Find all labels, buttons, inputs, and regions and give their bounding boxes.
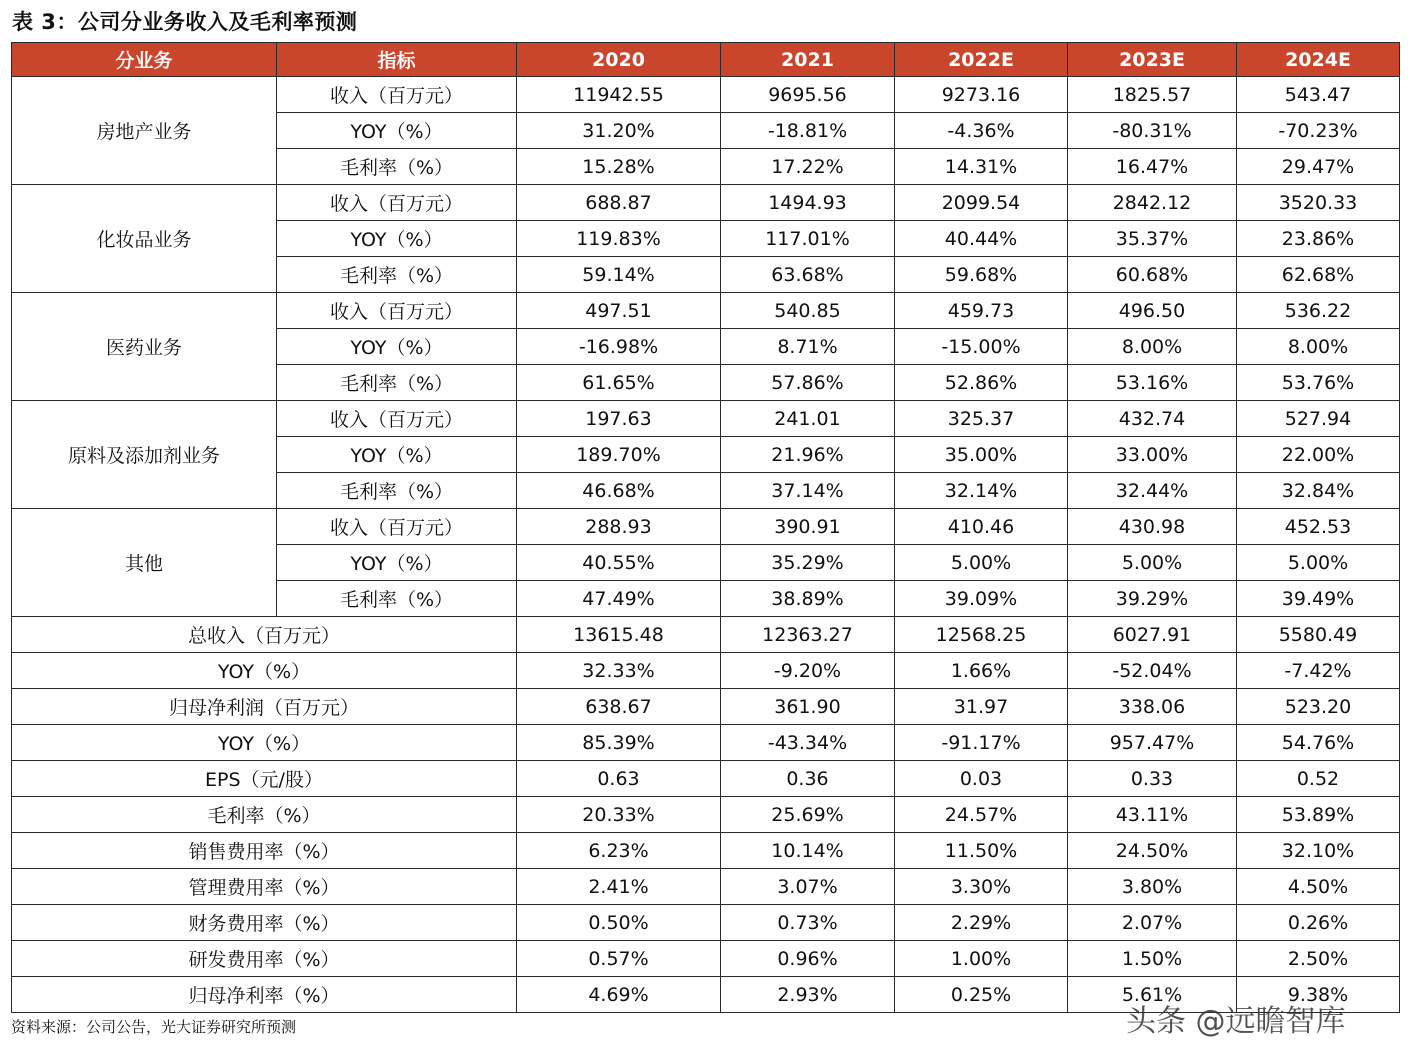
value-cell: 57.86%	[721, 365, 895, 401]
value-cell: 4.50%	[1237, 869, 1400, 905]
value-cell: 9273.16	[895, 77, 1068, 113]
value-cell: 24.57%	[895, 797, 1068, 833]
table-row	[12, 869, 1400, 905]
header-cell-2022e: 2022E	[895, 43, 1068, 77]
value-cell: 40.55%	[517, 545, 721, 581]
metric-cell: 毛利率（%）	[277, 149, 517, 185]
value-cell: -91.17%	[895, 725, 1068, 761]
value-cell: 390.91	[721, 509, 895, 545]
value-cell: 688.87	[517, 185, 721, 221]
table-row	[12, 797, 1400, 833]
table-title: 表 3：公司分业务收入及毛利率预测	[12, 10, 358, 34]
metric-cell: 收入（百万元）	[277, 509, 517, 545]
value-cell: 6.23%	[517, 833, 721, 869]
value-cell: 24.50%	[1068, 833, 1237, 869]
value-cell: 8.00%	[1237, 329, 1400, 365]
segment-name-cell: 原料及添加剂业务	[12, 401, 277, 509]
metric-cell: 收入（百万元）	[277, 401, 517, 437]
value-cell: 85.39%	[517, 725, 721, 761]
value-cell: 957.47%	[1068, 725, 1237, 761]
value-cell: 53.16%	[1068, 365, 1237, 401]
value-cell: 3520.33	[1237, 185, 1400, 221]
value-cell: 62.68%	[1237, 257, 1400, 293]
value-cell: 9.38%	[1237, 977, 1400, 1013]
value-cell: 0.96%	[721, 941, 895, 977]
table-row	[12, 941, 1400, 977]
table-row	[12, 761, 1400, 797]
metric-cell: 毛利率（%）	[277, 365, 517, 401]
value-cell: 16.47%	[1068, 149, 1237, 185]
metric-cell: 收入（百万元）	[277, 77, 517, 113]
segment-name-cell: 化妆品业务	[12, 185, 277, 293]
value-cell: 9695.56	[721, 77, 895, 113]
value-cell: 5.00%	[895, 545, 1068, 581]
value-cell: 1.50%	[1068, 941, 1237, 977]
value-cell: 0.03	[895, 761, 1068, 797]
value-cell: 13615.48	[517, 617, 721, 653]
value-cell: 3.30%	[895, 869, 1068, 905]
value-cell: 25.69%	[721, 797, 895, 833]
value-cell: 527.94	[1237, 401, 1400, 437]
value-cell: 2842.12	[1068, 185, 1237, 221]
value-cell: 119.83%	[517, 221, 721, 257]
value-cell: 33.00%	[1068, 437, 1237, 473]
summary-label-cell: 管理费用率（%）	[12, 869, 517, 905]
value-cell: 52.86%	[895, 365, 1068, 401]
value-cell: 39.09%	[895, 581, 1068, 617]
value-cell: 0.33	[1068, 761, 1237, 797]
value-cell: 39.49%	[1237, 581, 1400, 617]
value-cell: 1825.57	[1068, 77, 1237, 113]
value-cell: 20.33%	[517, 797, 721, 833]
value-cell: 0.73%	[721, 905, 895, 941]
value-cell: 32.10%	[1237, 833, 1400, 869]
metric-cell: YOY（%）	[277, 221, 517, 257]
header-cell-2024e: 2024E	[1237, 43, 1400, 77]
metric-cell: YOY（%）	[277, 545, 517, 581]
summary-label-cell: 财务费用率（%）	[12, 905, 517, 941]
value-cell: 63.68%	[721, 257, 895, 293]
value-cell: 10.14%	[721, 833, 895, 869]
value-cell: 29.47%	[1237, 149, 1400, 185]
value-cell: -18.81%	[721, 113, 895, 149]
table-row	[12, 689, 1400, 725]
metric-cell: 收入（百万元）	[277, 185, 517, 221]
header-cell-2020: 2020	[517, 43, 721, 77]
metric-cell: 收入（百万元）	[277, 293, 517, 329]
table-row	[12, 185, 1400, 221]
value-cell: 540.85	[721, 293, 895, 329]
header-row	[12, 43, 1400, 77]
value-cell: 638.67	[517, 689, 721, 725]
summary-label-cell: YOY（%）	[12, 653, 517, 689]
value-cell: 8.71%	[721, 329, 895, 365]
value-cell: 31.97	[895, 689, 1068, 725]
value-cell: 5.61%	[1068, 977, 1237, 1013]
value-cell: 15.28%	[517, 149, 721, 185]
value-cell: 35.37%	[1068, 221, 1237, 257]
value-cell: 0.26%	[1237, 905, 1400, 941]
segment-name-cell: 医药业务	[12, 293, 277, 401]
value-cell: -16.98%	[517, 329, 721, 365]
summary-label-cell: 销售费用率（%）	[12, 833, 517, 869]
value-cell: 197.63	[517, 401, 721, 437]
value-cell: 37.14%	[721, 473, 895, 509]
value-cell: 35.29%	[721, 545, 895, 581]
value-cell: 0.52	[1237, 761, 1400, 797]
value-cell: 6027.91	[1068, 617, 1237, 653]
value-cell: -7.42%	[1237, 653, 1400, 689]
value-cell: 0.57%	[517, 941, 721, 977]
value-cell: 3.80%	[1068, 869, 1237, 905]
forecast-table	[11, 42, 1400, 1013]
summary-label-cell: EPS（元/股）	[12, 761, 517, 797]
value-cell: 40.44%	[895, 221, 1068, 257]
table-row	[12, 617, 1400, 653]
value-cell: -9.20%	[721, 653, 895, 689]
table-row	[12, 401, 1400, 437]
summary-label-cell: 总收入（百万元）	[12, 617, 517, 653]
value-cell: 2.07%	[1068, 905, 1237, 941]
value-cell: -15.00%	[895, 329, 1068, 365]
value-cell: 4.69%	[517, 977, 721, 1013]
metric-cell: YOY（%）	[277, 113, 517, 149]
metric-cell: 毛利率（%）	[277, 473, 517, 509]
value-cell: 54.76%	[1237, 725, 1400, 761]
segment-name-cell: 房地产业务	[12, 77, 277, 185]
value-cell: -43.34%	[721, 725, 895, 761]
value-cell: 189.70%	[517, 437, 721, 473]
value-cell: 59.68%	[895, 257, 1068, 293]
source-note: 资料来源：公司公告，光大证券研究所预测	[11, 1018, 297, 1036]
table-row	[12, 905, 1400, 941]
value-cell: 60.68%	[1068, 257, 1237, 293]
value-cell: 117.01%	[721, 221, 895, 257]
table-row	[12, 509, 1400, 545]
value-cell: 53.76%	[1237, 365, 1400, 401]
value-cell: 61.65%	[517, 365, 721, 401]
value-cell: 17.22%	[721, 149, 895, 185]
value-cell: 496.50	[1068, 293, 1237, 329]
value-cell: 31.20%	[517, 113, 721, 149]
summary-label-cell: 研发费用率（%）	[12, 941, 517, 977]
value-cell: -80.31%	[1068, 113, 1237, 149]
value-cell: 241.01	[721, 401, 895, 437]
value-cell: 53.89%	[1237, 797, 1400, 833]
summary-label-cell: 毛利率（%）	[12, 797, 517, 833]
value-cell: 2.41%	[517, 869, 721, 905]
value-cell: 32.14%	[895, 473, 1068, 509]
table-row	[12, 293, 1400, 329]
value-cell: 8.00%	[1068, 329, 1237, 365]
value-cell: 1.66%	[895, 653, 1068, 689]
value-cell: 3.07%	[721, 869, 895, 905]
value-cell: 2.29%	[895, 905, 1068, 941]
metric-cell: YOY（%）	[277, 437, 517, 473]
value-cell: 288.93	[517, 509, 721, 545]
value-cell: 5.00%	[1068, 545, 1237, 581]
value-cell: 0.63	[517, 761, 721, 797]
value-cell: 12363.27	[721, 617, 895, 653]
value-cell: 47.49%	[517, 581, 721, 617]
metric-cell: 毛利率（%）	[277, 257, 517, 293]
metric-cell: 毛利率（%）	[277, 581, 517, 617]
value-cell: 543.47	[1237, 77, 1400, 113]
value-cell: 5.00%	[1237, 545, 1400, 581]
table-row	[12, 653, 1400, 689]
value-cell: 32.84%	[1237, 473, 1400, 509]
value-cell: 32.33%	[517, 653, 721, 689]
value-cell: 338.06	[1068, 689, 1237, 725]
value-cell: 5580.49	[1237, 617, 1400, 653]
value-cell: 14.31%	[895, 149, 1068, 185]
value-cell: 32.44%	[1068, 473, 1237, 509]
value-cell: 497.51	[517, 293, 721, 329]
value-cell: 38.89%	[721, 581, 895, 617]
header-cell-metric: 指标	[277, 43, 517, 77]
value-cell: 432.74	[1068, 401, 1237, 437]
table-body	[12, 77, 1400, 1013]
value-cell: 59.14%	[517, 257, 721, 293]
value-cell: 325.37	[895, 401, 1068, 437]
value-cell: -4.36%	[895, 113, 1068, 149]
value-cell: 43.11%	[1068, 797, 1237, 833]
value-cell: 0.50%	[517, 905, 721, 941]
value-cell: 410.46	[895, 509, 1068, 545]
header-cell-segment: 分业务	[12, 43, 277, 77]
value-cell: 0.25%	[895, 977, 1068, 1013]
table-row	[12, 725, 1400, 761]
value-cell: 39.29%	[1068, 581, 1237, 617]
summary-label-cell: YOY（%）	[12, 725, 517, 761]
table-row	[12, 833, 1400, 869]
value-cell: 430.98	[1068, 509, 1237, 545]
value-cell: 523.20	[1237, 689, 1400, 725]
value-cell: 23.86%	[1237, 221, 1400, 257]
value-cell: 11942.55	[517, 77, 721, 113]
value-cell: 2099.54	[895, 185, 1068, 221]
value-cell: 12568.25	[895, 617, 1068, 653]
value-cell: 35.00%	[895, 437, 1068, 473]
value-cell: 0.36	[721, 761, 895, 797]
value-cell: 459.73	[895, 293, 1068, 329]
value-cell: 452.53	[1237, 509, 1400, 545]
metric-cell: YOY（%）	[277, 329, 517, 365]
value-cell: 2.93%	[721, 977, 895, 1013]
value-cell: -52.04%	[1068, 653, 1237, 689]
watermark: 头条 @远瞻智库	[1126, 1004, 1346, 1039]
value-cell: 361.90	[721, 689, 895, 725]
value-cell: 21.96%	[721, 437, 895, 473]
value-cell: 2.50%	[1237, 941, 1400, 977]
value-cell: -70.23%	[1237, 113, 1400, 149]
summary-label-cell: 归母净利润（百万元）	[12, 689, 517, 725]
segment-name-cell: 其他	[12, 509, 277, 617]
summary-label-cell: 归母净利率（%）	[12, 977, 517, 1013]
value-cell: 1494.93	[721, 185, 895, 221]
table-row	[12, 77, 1400, 113]
value-cell: 536.22	[1237, 293, 1400, 329]
value-cell: 22.00%	[1237, 437, 1400, 473]
header-cell-2023e: 2023E	[1068, 43, 1237, 77]
value-cell: 46.68%	[517, 473, 721, 509]
header-cell-2021: 2021	[721, 43, 895, 77]
value-cell: 11.50%	[895, 833, 1068, 869]
value-cell: 1.00%	[895, 941, 1068, 977]
